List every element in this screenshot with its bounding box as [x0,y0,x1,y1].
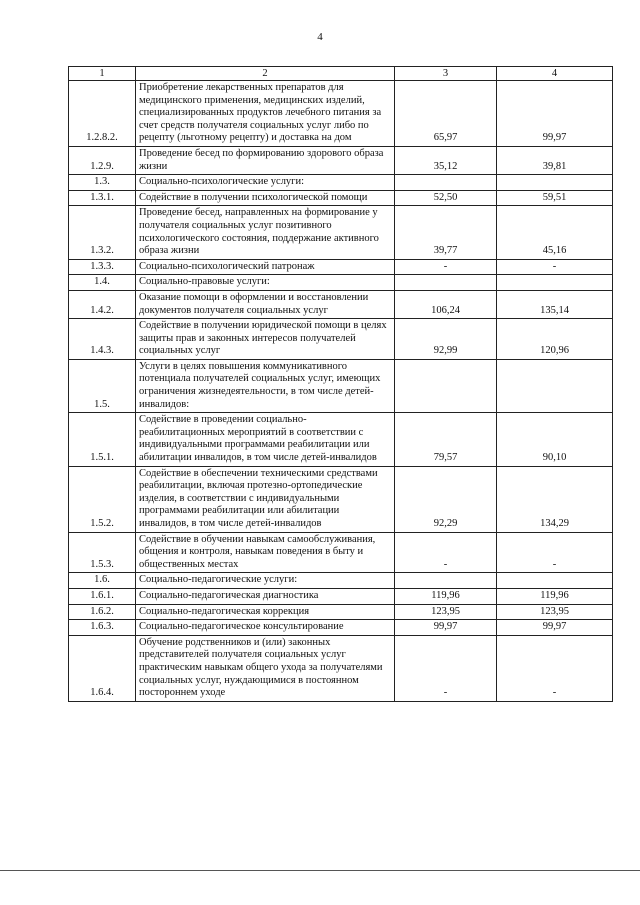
service-name: Социально-педагогические услуги: [136,573,395,589]
tariff-col-4: 135,14 [497,290,613,318]
tariff-col-4: 39,81 [497,146,613,174]
tariff-col-4: - [497,635,613,701]
tariff-col-3: 123,95 [395,604,497,620]
row-number: 1.2.9. [69,146,136,174]
tariff-col-4: 134,29 [497,466,613,532]
tariff-col-4: 99,97 [497,81,613,147]
tariff-col-3: - [395,532,497,573]
header-col-2: 2 [136,67,395,81]
tariff-col-4: 59,51 [497,190,613,206]
row-number: 1.3.2. [69,206,136,259]
table-row [69,573,613,589]
service-name: Проведение бесед, направленных на формирование у получателя социальных услуг позитивного психологического состояния, поддержание активного образа жизни [136,206,395,259]
tariff-col-4 [497,359,613,412]
tariff-col-4: 119,96 [497,588,613,604]
row-number: 1.6. [69,573,136,589]
tariff-col-3: 79,57 [395,413,497,466]
tariff-col-3: - [395,259,497,275]
tariff-col-4 [497,175,613,191]
table-row [69,635,613,701]
tariff-col-3: 65,97 [395,81,497,147]
table-row [69,206,613,259]
table-row [69,532,613,573]
service-name: Содействие в получении психологической помощи [136,190,395,206]
header-col-3: 3 [395,67,497,81]
table-row [69,620,613,636]
row-number: 1.3.3. [69,259,136,275]
tariff-col-4: 120,96 [497,319,613,360]
table-row [69,413,613,466]
row-number: 1.5.1. [69,413,136,466]
tariff-col-3: 39,77 [395,206,497,259]
tariff-col-3: 92,99 [395,319,497,360]
table-row [69,175,613,191]
tariff-col-4: 99,97 [497,620,613,636]
row-number: 1.4.2. [69,290,136,318]
row-number: 1.4.3. [69,319,136,360]
service-name: Содействие в получении юридической помощи в целях защиты прав и законных интересов получателей социальных услуг [136,319,395,360]
service-name: Социально-педагогическая коррекция [136,604,395,620]
tariff-col-3: 35,12 [395,146,497,174]
row-number: 1.3. [69,175,136,191]
tariff-col-3 [395,175,497,191]
tariff-col-4: 45,16 [497,206,613,259]
service-name: Социально-педагогическая диагностика [136,588,395,604]
header-col-1: 1 [69,67,136,81]
service-name: Проведение бесед по формированию здорового образа жизни [136,146,395,174]
table-row [69,466,613,532]
footer-rule [0,870,640,871]
row-number: 1.5.3. [69,532,136,573]
tariff-col-4 [497,573,613,589]
table-row [69,319,613,360]
tariff-col-4 [497,275,613,291]
service-name: Оказание помощи в оформлении и восстановлении документов получателя социальных услуг [136,290,395,318]
header-col-4: 4 [497,67,613,81]
row-number: 1.3.1. [69,190,136,206]
service-name: Содействие в проведении социально-реабилитационных мероприятий в соответствии с индивидуальными программами реабилитации или абилитации инвалидов, в том числе детей-инвалидов [136,413,395,466]
row-number: 1.6.3. [69,620,136,636]
table-row [69,190,613,206]
table-row [69,290,613,318]
tariff-col-3: 106,24 [395,290,497,318]
tariff-col-3: 119,96 [395,588,497,604]
row-number: 1.6.2. [69,604,136,620]
tariff-col-3: - [395,635,497,701]
tariff-col-4: 123,95 [497,604,613,620]
service-name: Обучение родственников и (или) законных представителей получателя социальных услуг практическим навыкам общего ухода за получателями социальных услуг, нуждающимися в постоянном постороннем уходе [136,635,395,701]
service-name: Социально-психологический патронаж [136,259,395,275]
table-row [69,259,613,275]
service-name: Содействие в обучении навыкам самообслуживания, общения и контроля, навыкам поведения в быту и общественных местах [136,532,395,573]
table-row [69,275,613,291]
table-row [69,588,613,604]
tariff-col-3: 99,97 [395,620,497,636]
service-name: Социально-педагогическое консультирование [136,620,395,636]
page-number: 4 [317,31,323,43]
table-row [69,359,613,412]
tariff-col-3: 52,50 [395,190,497,206]
row-number: 1.6.1. [69,588,136,604]
row-number: 1.5.2. [69,466,136,532]
header-row [69,67,613,81]
tariff-col-3 [395,359,497,412]
table-row [69,81,613,147]
table-row [69,146,613,174]
service-name: Приобретение лекарственных препаратов для медицинского применения, медицинских изделий, специализированных продуктов лечебного питания за счет средств получателя социальных услуг либо по рецепту (льготному рецепту) и доставка на дом [136,81,395,147]
row-number: 1.5. [69,359,136,412]
row-number: 1.6.4. [69,635,136,701]
row-number: 1.2.8.2. [69,81,136,147]
service-name: Социально-психологические услуги: [136,175,395,191]
services-table [68,66,613,702]
tariff-col-4: - [497,532,613,573]
tariff-col-4: - [497,259,613,275]
tariff-col-3 [395,275,497,291]
tariff-col-4: 90,10 [497,413,613,466]
table-row [69,604,613,620]
service-name: Содействие в обеспечении техническими средствами реабилитации, включая протезно-ортопедические изделия, в соответствии с индивидуальными программами реабилитации или абилитации инвалидов, в том числе детей-инвалидов [136,466,395,532]
row-number: 1.4. [69,275,136,291]
tariff-col-3 [395,573,497,589]
tariff-col-3: 92,29 [395,466,497,532]
service-name: Социально-правовые услуги: [136,275,395,291]
service-name: Услуги в целях повышения коммуникативного потенциала получателей социальных услуг, имеющих ограничения жизнедеятельности, в том числе детей-инвалидов: [136,359,395,412]
